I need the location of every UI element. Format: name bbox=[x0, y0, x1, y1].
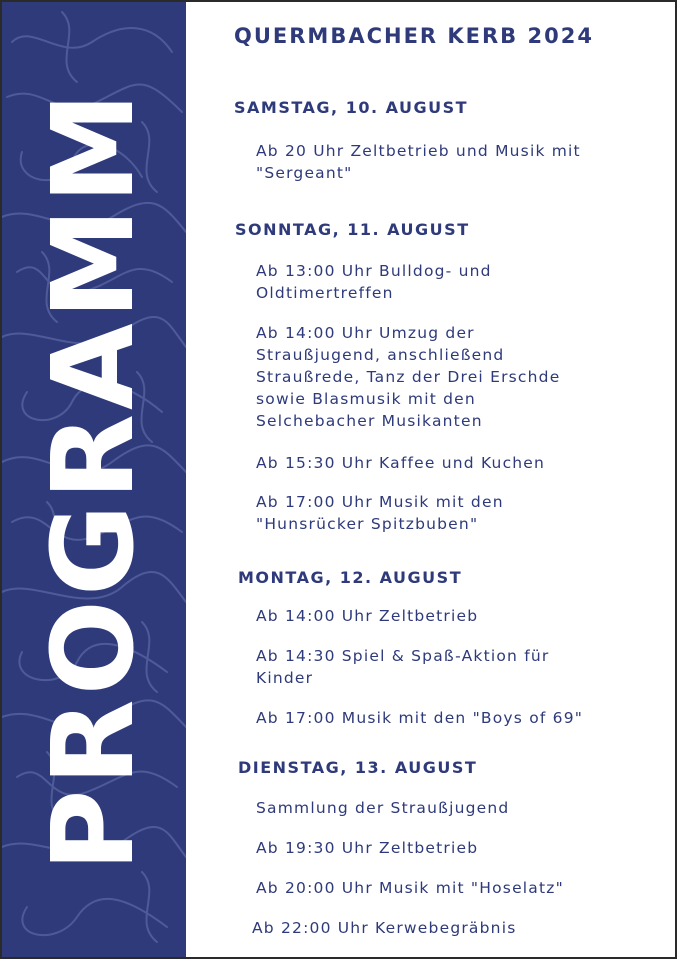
day-heading-dienstag: DIENSTAG, 13. AUGUST bbox=[238, 758, 478, 777]
event-item: Ab 15:30 Uhr Kaffee und Kuchen bbox=[256, 454, 546, 472]
day-heading-samstag: SAMSTAG, 10. AUGUST bbox=[234, 98, 469, 117]
event-item: Ab 22:00 Uhr Kerwebegräbnis bbox=[252, 919, 517, 937]
day-heading-montag: MONTAG, 12. AUGUST bbox=[238, 568, 463, 587]
event-item: Ab 20 Uhr Zeltbetrieb und Musik mit "Sergeant" bbox=[256, 142, 581, 182]
day-heading-sonntag: SONNTAG, 11. AUGUST bbox=[235, 220, 470, 239]
event-item: Ab 13:00 Uhr Bulldog- und Oldtimertreffen bbox=[256, 262, 492, 302]
event-item: Ab 14:00 Uhr Umzug der Straußjugend, anschließend Straußrede, Tanz der Drei Erschde sowie Blasmusik mit den Selchebacher Musikanten bbox=[256, 324, 561, 430]
vertical-program-title: PROGRAMM bbox=[29, 88, 159, 872]
event-item: Ab 14:00 Uhr Zeltbetrieb bbox=[256, 607, 479, 625]
page-title: QUERMBACHER KERB 2024 bbox=[234, 24, 594, 48]
event-item: Ab 14:30 Spiel & Spaß-Aktion für Kinder bbox=[256, 647, 550, 687]
program-page bbox=[2, 2, 675, 957]
program-content bbox=[186, 2, 675, 957]
event-item: Ab 17:00 Musik mit den "Boys of 69" bbox=[256, 709, 584, 727]
event-item: Sammlung der Straußjugend bbox=[256, 799, 510, 817]
event-item: Ab 17:00 Uhr Musik mit den "Hunsrücker Spitzbuben" bbox=[256, 493, 504, 533]
event-item: Ab 19:30 Uhr Zeltbetrieb bbox=[256, 839, 479, 857]
sidebar-panel bbox=[2, 2, 186, 957]
event-item: Ab 20:00 Uhr Musik mit "Hoselatz" bbox=[256, 879, 564, 897]
